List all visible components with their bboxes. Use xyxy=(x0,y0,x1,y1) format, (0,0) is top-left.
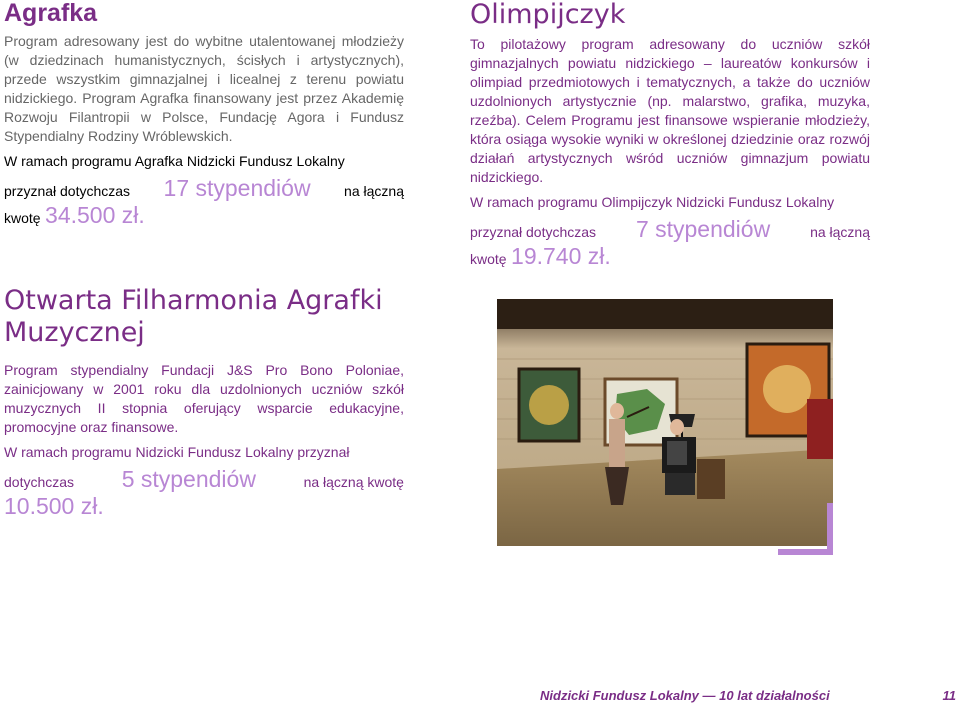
agrafka-result-line xyxy=(4,175,404,202)
filharmonia-amount: 10.500 zł. xyxy=(4,493,104,519)
olimpijczyk-amount-label: kwotę xyxy=(470,250,507,267)
decorative-frame-corner xyxy=(778,503,833,555)
olimpijczyk-result-intro: W ramach programu Olimpijczyk Nidzicki Fundusz Lokalny xyxy=(470,193,835,210)
filharmonia-result-line xyxy=(4,466,404,493)
olimpijczyk-title: Olimpijczyk xyxy=(470,0,626,30)
agrafka-amount-label: kwotę xyxy=(4,209,41,226)
olimpijczyk-amount-line xyxy=(470,243,870,270)
olimpijczyk-result-line xyxy=(470,216,870,243)
page-number: 11 xyxy=(942,688,956,703)
filharmonia-granted: dotychczas xyxy=(4,474,75,490)
agrafka-amount: 34.500 zł. xyxy=(45,201,145,228)
olimpijczyk-granted: przyznał dotychczas xyxy=(470,223,597,240)
filharmonia-result-intro: W ramach programu Nidzicki Fundusz Lokalny przyznał xyxy=(4,444,350,460)
agrafka-amount-line xyxy=(4,202,404,229)
agrafka-result-intro: W ramach programu Agrafka Nidzicki Fundusz Lokalny xyxy=(4,152,345,169)
filharmonia-description: Program stypendialny Fundacji J&S Pro Bono Poloniae, zainicjowany w 2001 roku dla uzdolnionych uczniów szkół muzycznych II stopnia oferujący wsparcie edukacyjne, promocyjne oraz finansowe. xyxy=(4,362,404,435)
agrafka-title: Agrafka xyxy=(4,0,98,27)
olimpijczyk-description: To pilotażowy program adresowany do uczniów szkół gimnazjalnych powiatu nidzickiego – laureatów konkursów i olimpiad przedmiotowych i tematycznych, a także do uczniów uzdolnionych artystycznie (np. malarstwo, grafika, muzyka, rzeźba). Celem Programu jest finansowe wspieranie młodzieży, która osiąga wysokie wyniki w określonej dziedzinie oraz rozwój działań artystycznych wśród uczniów gimnazjum powiatu nidzickiego. xyxy=(470,35,870,185)
filharmonia-total-label: na łączną kwotę xyxy=(303,474,404,490)
agrafka-scholarships: 17 stypendiów xyxy=(163,174,311,201)
olimpijczyk-amount: 19.740 zł. xyxy=(511,242,611,269)
filharmonia-scholarships: 5 stypendiów xyxy=(121,466,256,492)
page-footer xyxy=(540,688,956,703)
filharmonia-amount-line xyxy=(4,493,404,520)
olimpijczyk-total-label: na łączną xyxy=(810,223,870,240)
olimpijczyk-scholarships: 7 stypendiów xyxy=(635,215,771,242)
olimpijczyk-section xyxy=(470,0,870,270)
footer-title: Nidzicki Fundusz Lokalny — 10 lat działalności xyxy=(540,688,830,703)
agrafka-total-label: na łączną xyxy=(344,182,404,199)
filharmonia-section xyxy=(4,285,404,520)
agrafka-description: Program adresowany jest do wybitne utalentowanej młodzieży (w dziedzinach humanistycznych, ścisłych i artystycznych), przede wszystkim gimnazjalnej i licealnej z terenu powiatu nidzickiego. Program Agrafka finansowany jest przez Akademię Rozwoju Filantropii w Polsce, Fundację Agora i Fundusz Stypendialny Rodziny Wróblewskich. xyxy=(4,32,404,144)
agrafka-granted: przyznał dotychczas xyxy=(4,182,131,199)
agrafka-section xyxy=(4,0,404,229)
filharmonia-title: Otwarta Filharmonia Agrafki Muzycznej xyxy=(4,285,383,348)
